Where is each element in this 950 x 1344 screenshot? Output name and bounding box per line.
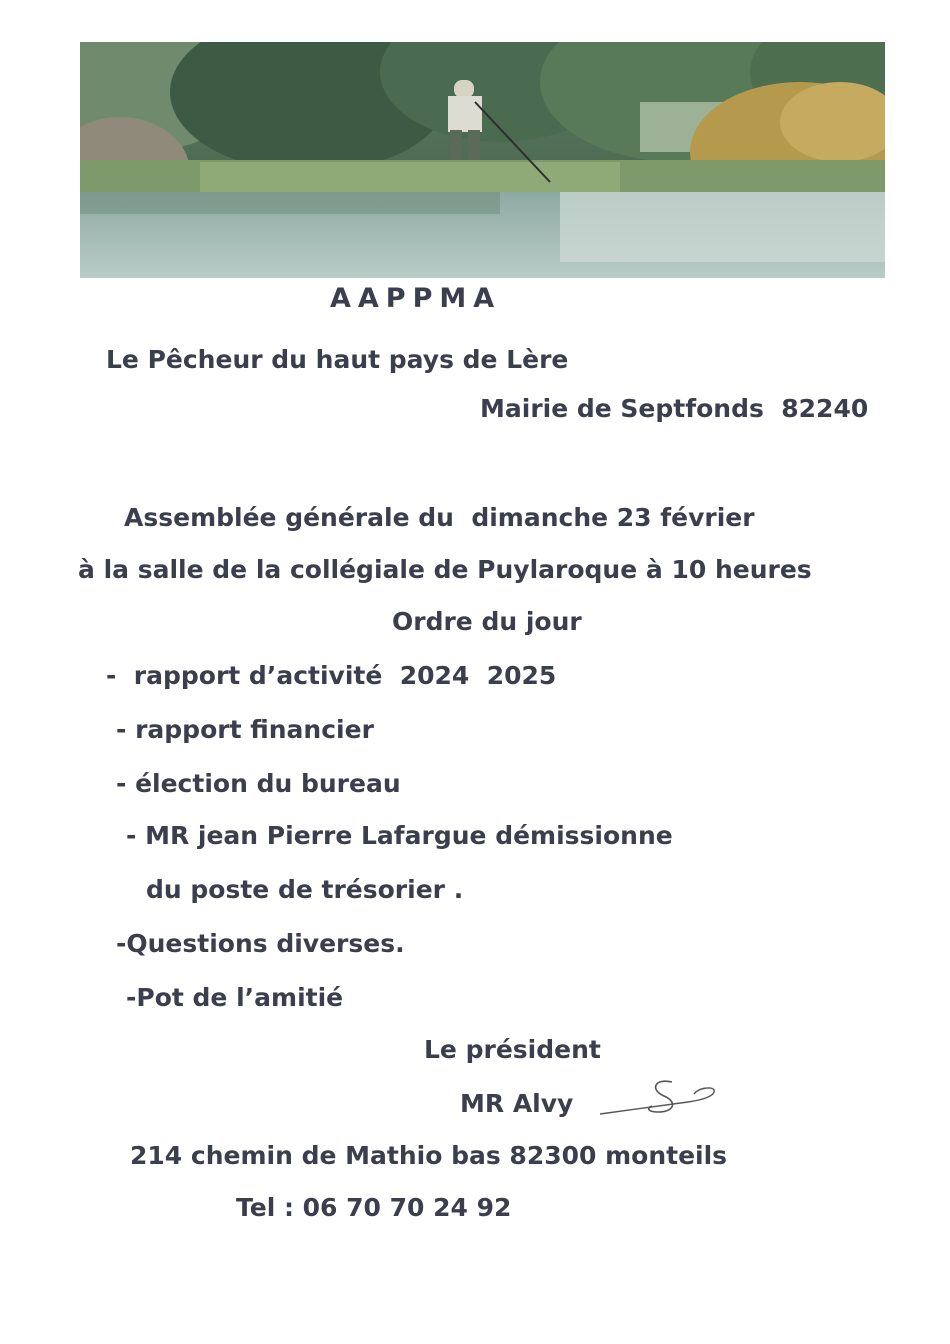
signatory-name: MR Alvy: [460, 1089, 574, 1118]
fisherman-pond-photo: [80, 42, 885, 278]
contact-address: 214 chemin de Mathio bas 82300 monteils: [130, 1141, 728, 1170]
agenda-item: - élection du bureau: [116, 769, 401, 798]
association-address: Mairie de Septfonds 82240: [480, 394, 869, 423]
agenda-item: -Questions diverses.: [116, 929, 405, 958]
meeting-date-line: Assemblée générale du dimanche 23 février: [124, 503, 755, 532]
agenda-title: Ordre du jour: [392, 607, 582, 636]
agenda-item: - rapport financier: [116, 715, 374, 744]
agenda-item: -Pot de l’amitié: [126, 983, 344, 1012]
signatory-role: Le président: [424, 1035, 601, 1064]
association-name: Le Pêcheur du haut pays de Lère: [106, 345, 569, 374]
page-title: AAPPMA: [330, 283, 502, 314]
meeting-location-line: à la salle de la collégiale de Puylaroque à 10 heures: [78, 555, 812, 584]
agenda-item: - rapport d’activité 2024 2025: [106, 661, 557, 690]
contact-phone: Tel : 06 70 70 24 92: [236, 1193, 512, 1222]
agenda-item-continuation: du poste de trésorier .: [146, 875, 464, 904]
header-photo: [80, 42, 885, 278]
handwritten-signature: [598, 1076, 722, 1126]
agenda-item: - MR jean Pierre Lafargue démissionne: [126, 821, 673, 850]
